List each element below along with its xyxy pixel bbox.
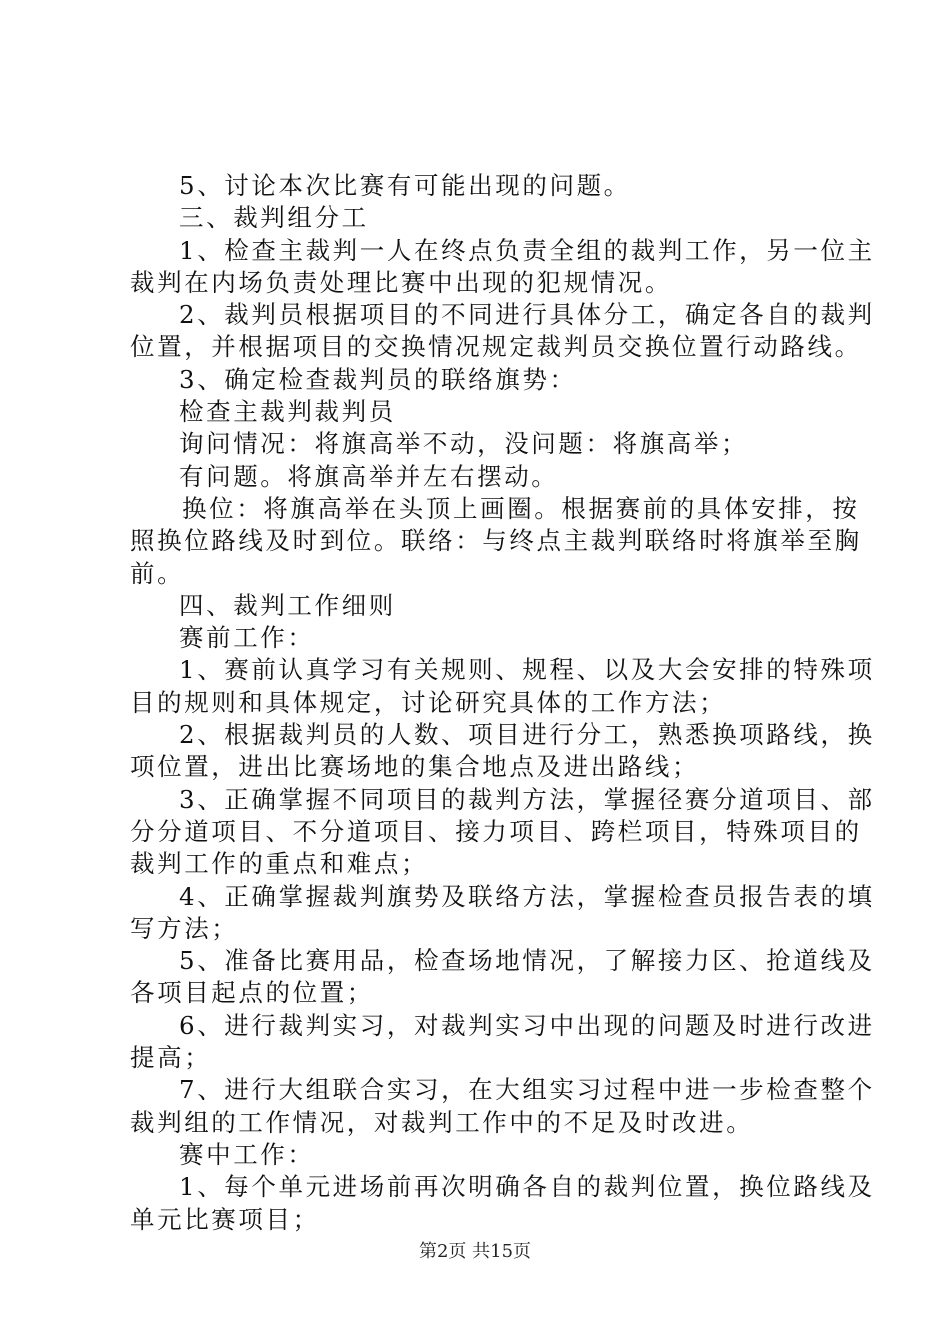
- subsection-heading: 赛前工作：: [179, 623, 315, 653]
- text-line: 2、根据裁判员的人数、项目进行分工，熟悉换项路线，换: [179, 720, 875, 750]
- section-heading: 三、裁判组分工: [179, 203, 369, 233]
- text-line: 1、每个单元进场前再次明确各自的裁判位置，换位路线及: [179, 1172, 875, 1202]
- text-line: 各项目起点的位置；: [130, 978, 374, 1008]
- text-line: 5、讨论本次比赛有可能出现的问题。: [179, 171, 631, 200]
- text-line: 换位：将旗高举在头顶上画圈。根据赛前的具体安排，按: [182, 493, 860, 523]
- text-line: 写方法；: [130, 913, 239, 943]
- text-line: 6、进行裁判实习，对裁判实习中出现的问题及时进行改进: [179, 1010, 875, 1040]
- text-line: 4、正确掌握裁判旗势及联络方法，掌握检查员报告表的填: [179, 881, 875, 911]
- text-line: 分分道项目、不分道项目、接力项目、跨栏项目，特殊项目的: [130, 816, 862, 846]
- text-line: 位置，并根据项目的交换情况规定裁判员交换位置行动路线。: [130, 332, 862, 362]
- document-body: [130, 170, 875, 1236]
- text-line: 提高；: [130, 1043, 212, 1073]
- subsection-heading: 赛中工作：: [179, 1139, 315, 1169]
- text-line: 裁判组的工作情况，对裁判工作中的不足及时改进。: [130, 1107, 754, 1137]
- text-line: 有问题。将旗高举并左右摆动。: [179, 461, 559, 491]
- text-line: 照换位路线及时到位。联络：与终点主裁判联络时将旗举至胸: [130, 526, 862, 556]
- text-line: 7、进行大组联合实习，在大组实习过程中进一步检查整个: [179, 1075, 875, 1105]
- text-line: 3、正确掌握不同项目的裁判方法，掌握径赛分道项目、部: [179, 784, 875, 814]
- text-line: 1、赛前认真学习有关规则、规程、以及大会安排的特殊项: [179, 655, 875, 685]
- text-line: 前。: [130, 558, 185, 588]
- text-line: 5、准备比赛用品，检查场地情况，了解接力区、抢道线及: [179, 946, 875, 976]
- text-line: 目的规则和具体规定，讨论研究具体的工作方法；: [130, 687, 727, 717]
- text-line: 3、确定检查裁判员的联络旗势：: [179, 364, 577, 394]
- section-heading: 四、裁判工作细则: [179, 590, 396, 620]
- text-line: 项位置，进出比赛场地的集合地点及进出路线；: [130, 752, 700, 782]
- text-line: 询问情况：将旗高举不动，没问题：将旗高举；: [179, 429, 749, 459]
- text-line: 2、裁判员根据项目的不同进行具体分工，确定各自的裁判: [179, 300, 875, 330]
- page-number: 第2页 共15页: [418, 1241, 532, 1262]
- text-line: 单元比赛项目；: [130, 1204, 320, 1234]
- text-line: 裁判工作的重点和难点；: [130, 849, 429, 879]
- text-line: 1、检查主裁判一人在终点负责全组的裁判工作，另一位主: [179, 235, 875, 265]
- text-line: 检查主裁判裁判员: [179, 397, 396, 427]
- text-line: 裁判在内场负责处理比赛中出现的犯规情况。: [130, 267, 672, 297]
